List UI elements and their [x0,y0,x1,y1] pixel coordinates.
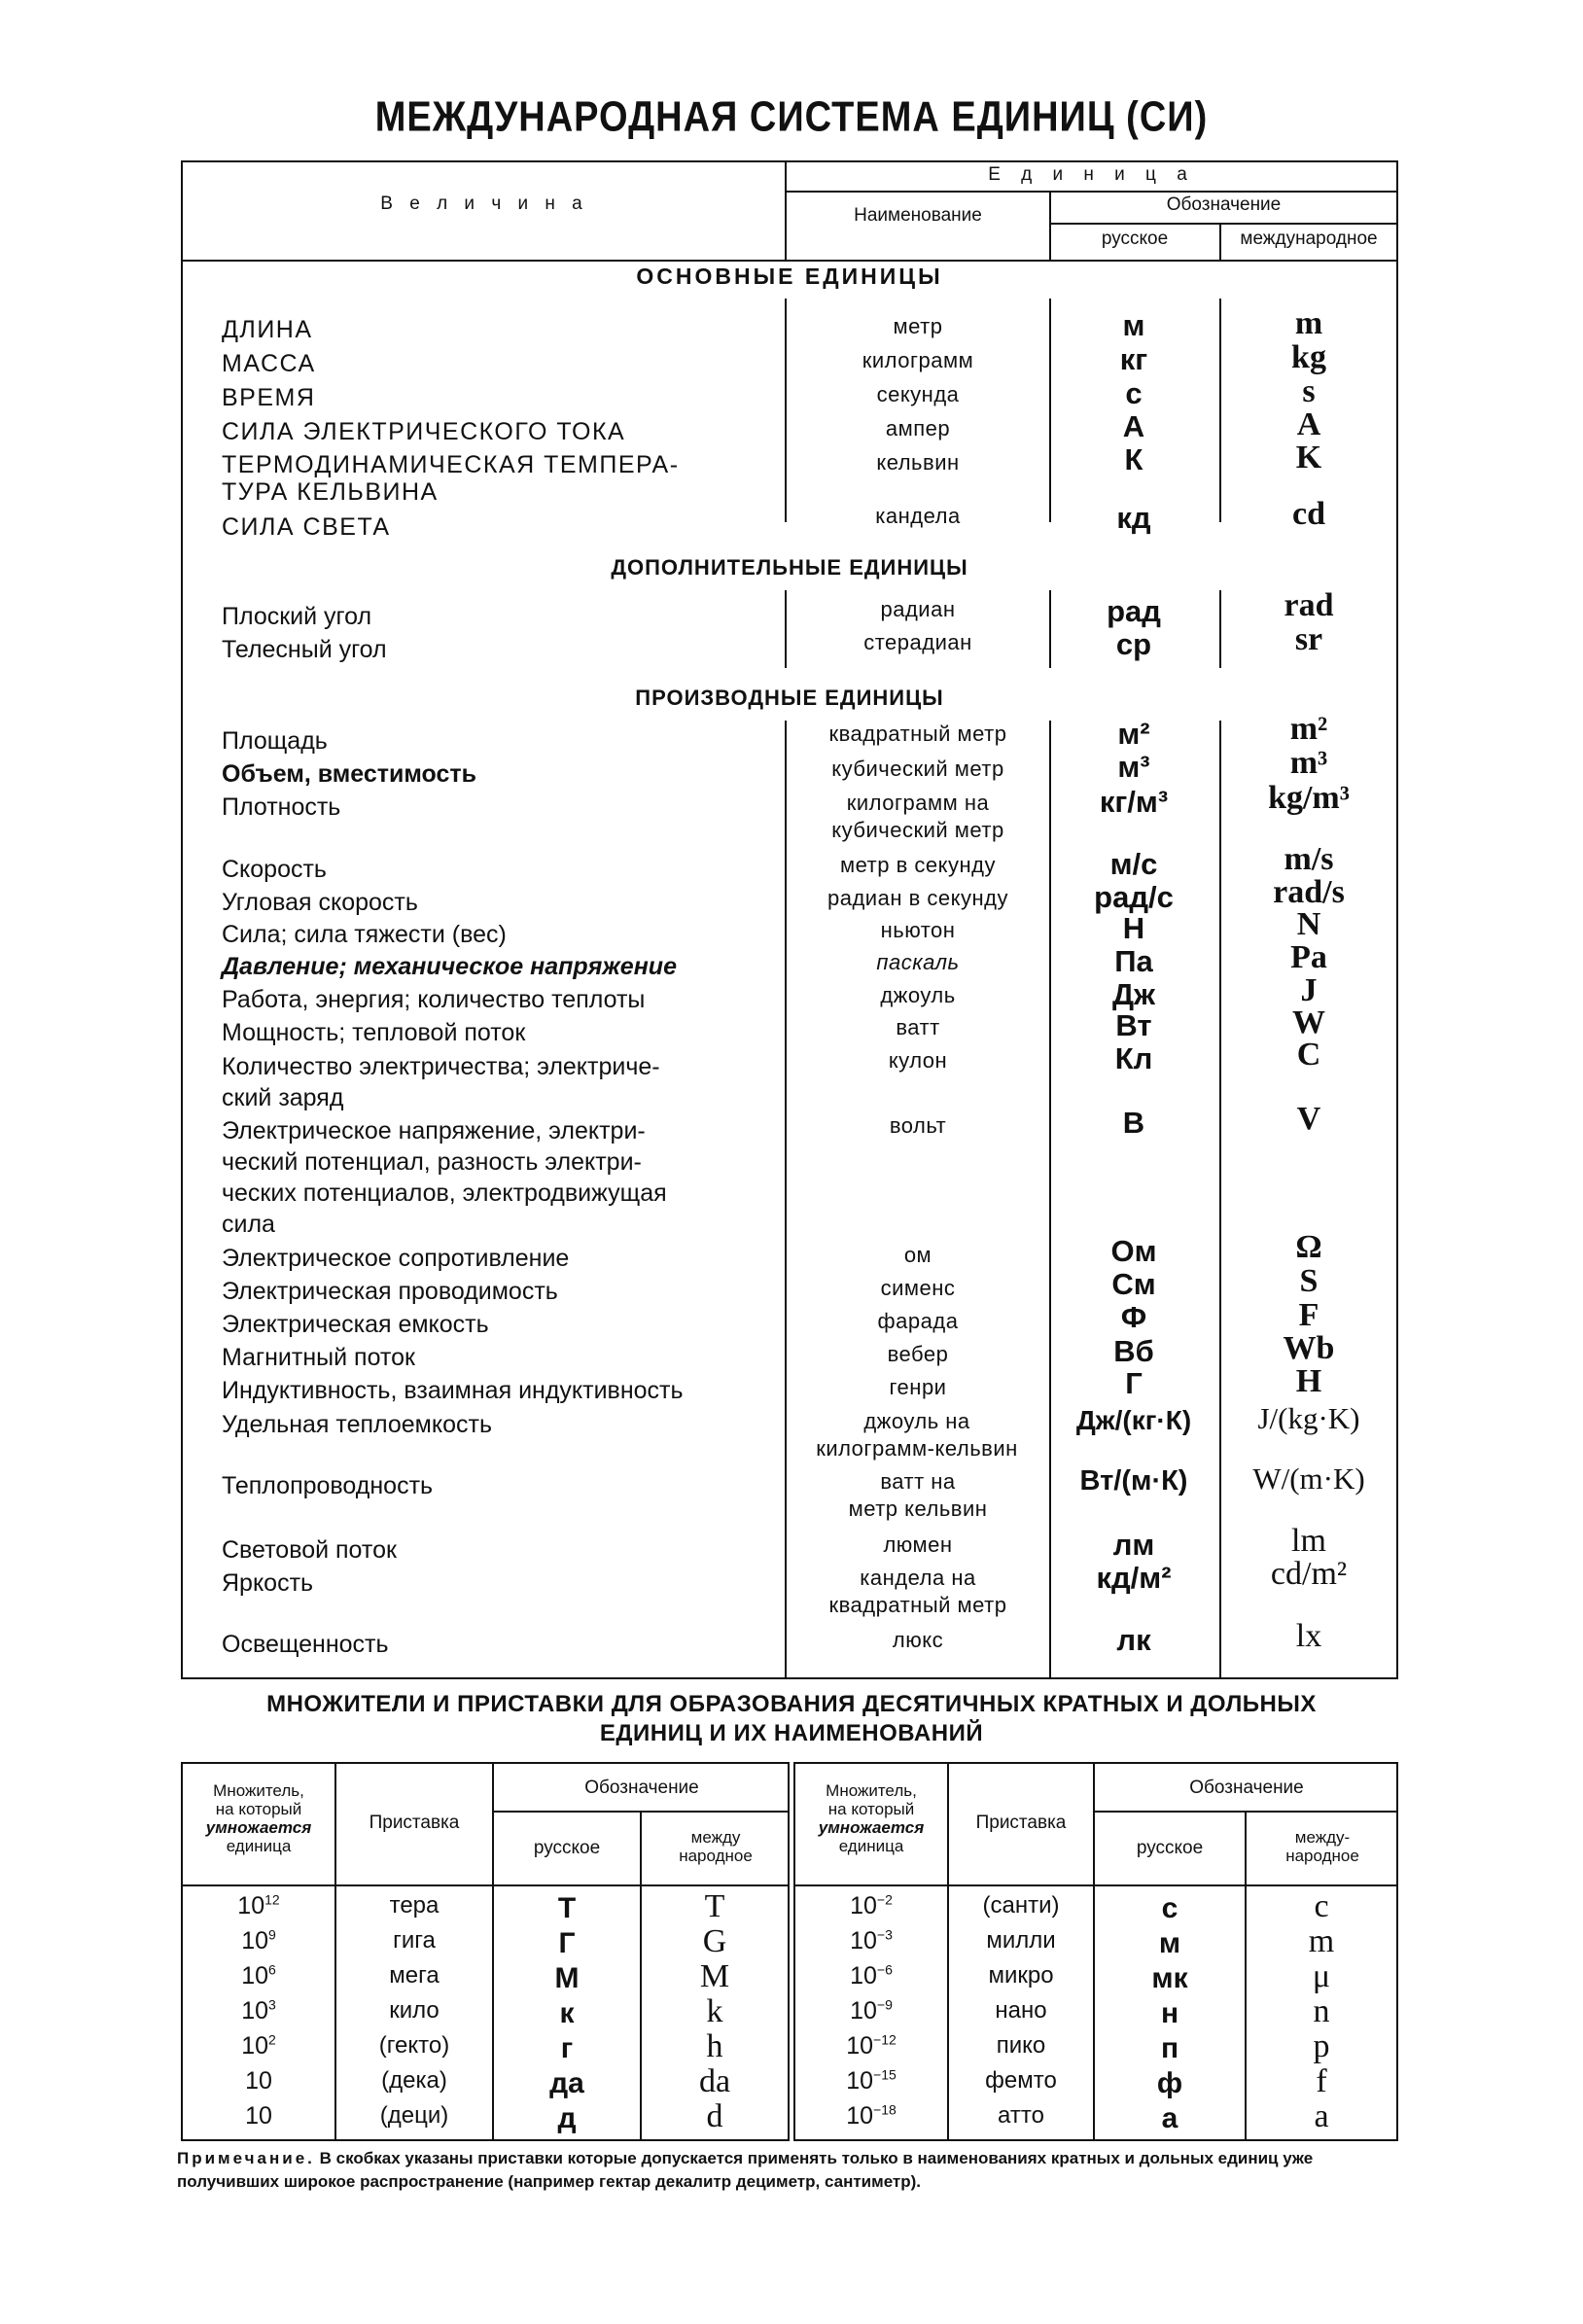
column-line [785,299,787,522]
prefix-symbol-intl: h [706,2028,723,2064]
prefix-symbol-ru: Г [558,1927,576,1959]
quantity-volume: Объем, вместимость [222,760,476,788]
unit-symbol-ru: м³ [1117,750,1150,784]
prefix-name: гига [393,1927,436,1954]
header-multiplier [183,1781,334,1855]
column-line [785,721,787,1679]
si-units-table [181,160,1398,1679]
quantity-luminance: Яркость [222,1569,314,1597]
unit-name: джоуль [880,983,956,1007]
header-symbol-intl: между народное [679,1828,753,1865]
unit-symbol-ru: лк [1116,1623,1151,1657]
unit-name: стерадиан [863,630,972,654]
header-multiplier-line: Множитель, [213,1781,304,1800]
header-symbol: Обозначение [584,1778,699,1798]
multiplier-base: 10 [846,2102,874,2130]
unit-name: ватт на метр кельвин [848,1469,988,1521]
unit-symbol-ru: Па [1114,944,1153,978]
prefix-name: пико [996,2032,1046,2059]
unit-name: люкс [892,1628,944,1652]
unit-symbol-ru: ср [1115,627,1152,661]
prefix-name: (дека) [381,2067,447,2094]
prefix-symbol-intl: m [1308,1923,1335,1959]
unit-name: килограмм [862,348,974,372]
unit-symbol-ru: Г [1125,1366,1143,1400]
header-divider [785,191,1398,193]
prefix-name: (санти) [982,1892,1060,1919]
unit-symbol-ru: кг/м³ [1099,785,1169,819]
quantity-density: Плотность [222,793,341,821]
unit-symbol-intl: H [1295,1363,1322,1399]
multiplier-base: 10 [237,1892,265,1920]
header-multiplier-line: единица [838,1837,904,1855]
unit-name: вольт [889,1113,947,1138]
multiplier-exponent: 3 [268,1997,276,2013]
quantity-luminous-flux: Световой поток [222,1536,397,1564]
quantity-conductance: Электрическая проводимость [222,1278,558,1305]
unit-symbol-ru: м/с [1109,847,1158,881]
header-symbol: Обозначение [1166,194,1282,215]
prefix-name: нано [995,1997,1047,2024]
prefix-symbol-intl: k [706,1993,723,2029]
multiplier-base: 10 [850,1927,877,1955]
prefix-symbol-ru: н [1160,1997,1179,2029]
header-multiplier-line [795,1818,947,1837]
prefix-symbol-ru: с [1161,1892,1178,1924]
quantity-area: Площадь [222,727,328,755]
unit-name: сименс [880,1276,956,1300]
multiplier-exponent: 9 [268,1927,276,1943]
multiplier-exponent: −6 [876,1962,893,1978]
prefix-symbol-ru: Т [557,1892,577,1924]
unit-symbol-intl: A [1296,406,1321,442]
unit-symbol-ru: Вт/(м·К) [1079,1465,1188,1497]
unit-symbol-intl: F [1298,1297,1319,1333]
header-multiplier-italic: умножается [818,1818,925,1837]
prefix-symbol-intl: T [704,1888,725,1924]
column-line [785,590,787,668]
unit-symbol-intl: Wb [1283,1330,1335,1366]
unit-symbol-ru: А [1122,409,1145,443]
multiplier-exponent: −2 [876,1892,893,1908]
prefix-multiplier [795,2067,947,2095]
multiplier-base: 10 [245,2067,272,2095]
header-symbol-intl: между- народное [1285,1828,1359,1865]
unit-symbol-ru: К [1124,442,1143,476]
unit-symbol-ru: Вб [1113,1334,1154,1368]
unit-name: килограмм на кубический метр [831,791,1004,842]
header-bottom-rule [183,1884,788,1886]
prefix-name: фемто [985,2067,1057,2094]
quantity-magnetic-flux: Магнитный поток [222,1344,415,1371]
unit-symbol-ru: Ф [1120,1300,1147,1334]
unit-symbol-intl: cd [1292,496,1325,532]
prefix-multiplier [795,2102,947,2130]
unit-symbol-intl: V [1296,1101,1321,1137]
multiplier-exponent: 6 [268,1962,276,1978]
prefix-multiplier [183,1892,334,1920]
header-multiplier-line: на который [827,1800,915,1818]
quantity-energy: Работа, энергия; количество теплоты [222,986,646,1013]
header-divider [492,1811,790,1813]
multiplier-base: 10 [850,1962,877,1990]
prefix-symbol-intl: G [702,1923,727,1959]
prefix-multiplier [183,2032,334,2060]
header-symbol-ru: русское [1136,1838,1204,1858]
unit-name: квадратный метр [828,722,1007,746]
prefix-multiplier [183,1997,334,2025]
unit-symbol-intl: kg [1291,339,1326,375]
quantity-specific-heat: Удельная теплоемкость [222,1411,492,1438]
header-multiplier-italic: умножается [205,1818,312,1837]
unit-symbol-intl: Ω [1295,1229,1322,1265]
unit-symbol-ru: Н [1122,911,1145,945]
quantity-mass: МАССА [222,350,316,377]
header-symbol-ru: русское [1101,229,1169,249]
multiplier-exponent: −12 [873,2032,897,2048]
prefix-symbol-ru: М [554,1962,580,1994]
header-multiplier-line: Множитель, [826,1781,917,1800]
header-multiplier [795,1781,947,1855]
quantity-electric-current: СИЛА ЭЛЕКТРИЧЕСКОГО ТОКА [222,418,626,445]
unit-symbol-intl: lm [1291,1523,1326,1559]
unit-symbol-intl: J/(kg·K) [1257,1401,1360,1435]
section-supplementary-units: ДОПОЛНИТЕЛЬНЫЕ ЕДИНИЦЫ [611,555,968,580]
unit-symbol-intl: sr [1294,621,1323,657]
unit-name: радиан [880,597,956,621]
prefix-multiplier [795,1997,947,2025]
footnote-text: В скобках указаны приставки которые допускается применять только в наименованиях кратных и дольных единиц уже получивших широкое распространение (например гектар декалитр дециметр, сантиметр). [177,2149,1314,2191]
unit-symbol-ru: Дж [1111,977,1156,1011]
prefix-symbol-ru: да [549,2067,584,2099]
multiplier-exponent: −18 [873,2102,897,2118]
prefix-name: (деци) [379,2102,449,2129]
unit-name: фарада [877,1309,959,1333]
unit-symbol-intl: C [1296,1037,1321,1073]
unit-symbol-intl: W/(m·K) [1252,1461,1365,1496]
unit-symbol-ru: См [1111,1267,1156,1301]
multiplier-base: 10 [846,2067,874,2095]
unit-symbol-ru: м² [1117,717,1150,751]
unit-symbol-ru: с [1125,376,1143,410]
multiplier-base: 10 [850,1892,877,1920]
prefix-multiplier [795,2032,947,2060]
quantity-temperature: ТЕРМОДИНАМИЧЕСКАЯ ТЕМПЕРА- ТУРА КЕЛЬВИНА [222,451,680,506]
quantity-plane-angle: Плоский угол [222,603,372,630]
quantity-luminous-intensity: СИЛА СВЕТА [222,513,391,541]
prefix-multiplier [183,2067,334,2095]
section-derived-units: ПРОИЗВОДНЫЕ ЕДИНИЦЫ [635,686,944,710]
header-quantity: В е л и ч и н а [380,194,588,214]
unit-name: метр [893,314,943,338]
header-divider [1093,1811,1398,1813]
prefix-multiplier [183,2102,334,2130]
header-bottom-rule [183,260,1396,262]
header-symbol-intl: международное [1240,229,1378,249]
prefix-name: атто [998,2102,1044,2129]
unit-symbol-intl: K [1295,440,1322,475]
multiplier-base: 10 [846,2032,874,2060]
quantity-solid-angle: Телесный угол [222,636,387,663]
prefix-multiplier [795,1962,947,1990]
prefix-multiplier [795,1892,947,1920]
prefix-name: кило [389,1997,440,2024]
unit-symbol-ru: кд/м² [1096,1561,1172,1595]
header-name: Наименование [854,205,982,226]
unit-name: люмен [883,1532,953,1557]
prefix-symbol-intl: c [1314,1888,1329,1924]
unit-name: паскаль [876,950,960,974]
quantity-length: ДЛИНА [222,316,313,343]
prefix-symbol-ru: г [560,2032,574,2064]
unit-symbol-ru: Вт [1115,1008,1152,1042]
prefix-symbol-intl: da [698,2063,731,2099]
multiplier-base: 10 [245,2102,272,2130]
prefix-symbol-intl: μ [1312,1958,1331,1994]
unit-symbol-intl: kg/m³ [1268,780,1350,816]
prefix-section-title: МНОЖИТЕЛИ И ПРИСТАВКИ ДЛЯ ОБРАЗОВАНИЯ ДЕСЯТИЧНЫХ КРАТНЫХ И ДОЛЬНЫХ ЕДИНИЦ И ИХ НАИМЕНОВАНИЙ [266,1691,1317,1746]
unit-symbol-ru: м [1122,308,1145,342]
quantity-inductance: Индуктивность, взаимная индуктивность [222,1377,684,1404]
quantity-illuminance: Освещенность [222,1631,389,1658]
footnote-label: Примечание. [177,2149,315,2167]
prefix-symbol-ru: д [557,2102,577,2134]
prefix-symbol-ru: мк [1151,1962,1188,1994]
header-multiplier-line: на который [215,1800,302,1818]
unit-symbol-intl: S [1299,1263,1319,1299]
unit-symbol-intl: cd/m² [1270,1556,1348,1592]
unit-symbol-ru: рад [1107,594,1161,628]
prefix-name: микро [988,1962,1054,1989]
header-bottom-rule [795,1884,1396,1886]
unit-symbol-intl: m [1294,305,1323,341]
multiplier-exponent: −3 [876,1927,893,1943]
unit-symbol-ru: кг [1119,342,1148,376]
quantity-velocity: Скорость [222,856,327,883]
unit-name: кубический метр [831,757,1004,781]
unit-symbol-ru: В [1122,1106,1145,1140]
prefix-symbol-intl: f [1316,2063,1327,2099]
unit-symbol-intl: m/s [1284,841,1334,877]
quantity-capacitance: Электрическая емкость [222,1311,489,1338]
unit-name: ватт [896,1015,940,1039]
quantity-resistance: Электрическое сопротивление [222,1245,570,1272]
unit-symbol-intl: W [1292,1004,1325,1040]
unit-name: ом [903,1243,932,1267]
header-symbol: Обозначение [1189,1778,1304,1798]
unit-name: кулон [888,1048,948,1073]
multiplier-base: 10 [241,1962,268,1990]
unit-symbol-ru: кд [1116,501,1151,535]
prefix-multiplier [795,1927,947,1955]
quantity-angular-velocity: Угловая скорость [222,889,418,916]
unit-name: кандела на квадратный метр [828,1566,1007,1617]
unit-symbol-intl: m³ [1289,745,1328,781]
unit-symbol-ru: Дж/(кг·К) [1075,1405,1192,1435]
quantity-power: Мощность; тепловой поток [222,1019,526,1046]
prefix-symbol-ru: а [1161,2102,1178,2134]
prefix-table-multiples [181,1762,790,2141]
prefix-symbol-ru: к [559,1997,575,2029]
quantity-pressure: Давление; механическое напряжение [222,953,677,980]
quantity-electric-charge: Количество электричества; электриче- ский заряд [222,1053,660,1111]
prefix-symbol-ru: м [1158,1927,1181,1959]
prefix-symbol-intl: M [699,1958,730,1994]
quantity-force: Сила; сила тяжести (вес) [222,921,507,948]
unit-symbol-intl: m² [1289,711,1328,747]
unit-name: ампер [885,416,951,440]
prefix-multiplier [183,1962,334,1990]
multiplier-exponent: −15 [873,2067,897,2083]
footnote [177,2147,1412,2194]
prefix-symbol-intl: p [1313,2028,1330,2064]
unit-symbol-intl: lx [1295,1618,1322,1654]
prefix-symbol-intl: d [706,2098,723,2134]
unit-symbol-ru: рад/с [1094,880,1174,914]
header-divider [1049,223,1398,225]
unit-symbol-intl: Pa [1290,939,1327,975]
prefix-symbol-ru: п [1160,2032,1179,2064]
unit-symbol-intl: rad [1284,587,1334,623]
multiplier-exponent: −9 [876,1997,893,2013]
unit-name: кельвин [876,450,960,475]
quantity-voltage: Электрическое напряжение, электри- ческий потенциал, разность электри- ческих потенциалов, электродвижущая сила [222,1117,667,1238]
unit-name: метр в секунду [840,853,996,877]
multiplier-exponent: 12 [264,1892,280,1908]
multiplier-exponent: 2 [268,2032,276,2048]
unit-symbol-intl: rad/s [1273,874,1345,910]
prefix-symbol-intl: n [1313,1993,1330,2029]
prefix-table-submultiples [793,1762,1398,2141]
page-title: МЕЖДУНАРОДНАЯ СИСТЕМА ЕДИНИЦ (СИ) [374,93,1209,142]
prefix-multiplier [183,1927,334,1955]
unit-symbol-intl: N [1296,906,1321,942]
unit-symbol-ru: лм [1112,1528,1155,1562]
header-symbol-ru: русское [533,1838,601,1858]
prefix-symbol-intl: a [1314,2098,1329,2134]
unit-symbol-intl: J [1300,972,1318,1008]
prefix-name: мега [389,1962,440,1989]
unit-symbol-ru: Ом [1110,1234,1157,1268]
prefix-symbol-ru: ф [1156,2067,1183,2099]
multiplier-base: 10 [241,1927,268,1955]
unit-name: вебер [887,1342,949,1366]
multiplier-base: 10 [850,1997,877,2025]
unit-symbol-ru: Кл [1114,1041,1153,1075]
unit-name: секунда [876,382,960,406]
header-multiplier-line: единица [226,1837,292,1855]
quantity-thermal-conductivity: Теплопроводность [222,1472,434,1499]
unit-name: кандела [875,504,961,528]
unit-name: генри [889,1375,947,1399]
unit-symbol-intl: s [1302,373,1316,409]
header-prefix: Приставка [975,1813,1067,1833]
prefix-name: милли [986,1927,1056,1954]
prefix-name: тера [389,1892,440,1919]
header-unit: Е д и н и ц а [988,164,1195,185]
unit-name: радиан в секунду [827,886,1008,910]
unit-name: джоуль на килограмм-кельвин [816,1409,1018,1461]
section-base-units: ОСНОВНЫЕ ЕДИНИЦЫ [636,264,943,289]
unit-name: ньютон [880,918,956,942]
quantity-time: ВРЕМЯ [222,384,316,411]
prefix-name: (гекто) [378,2032,450,2059]
multiplier-base: 10 [241,2032,268,2060]
multiplier-base: 10 [241,1997,268,2025]
header-prefix: Приставка [369,1813,460,1833]
header-multiplier-line [183,1818,334,1837]
